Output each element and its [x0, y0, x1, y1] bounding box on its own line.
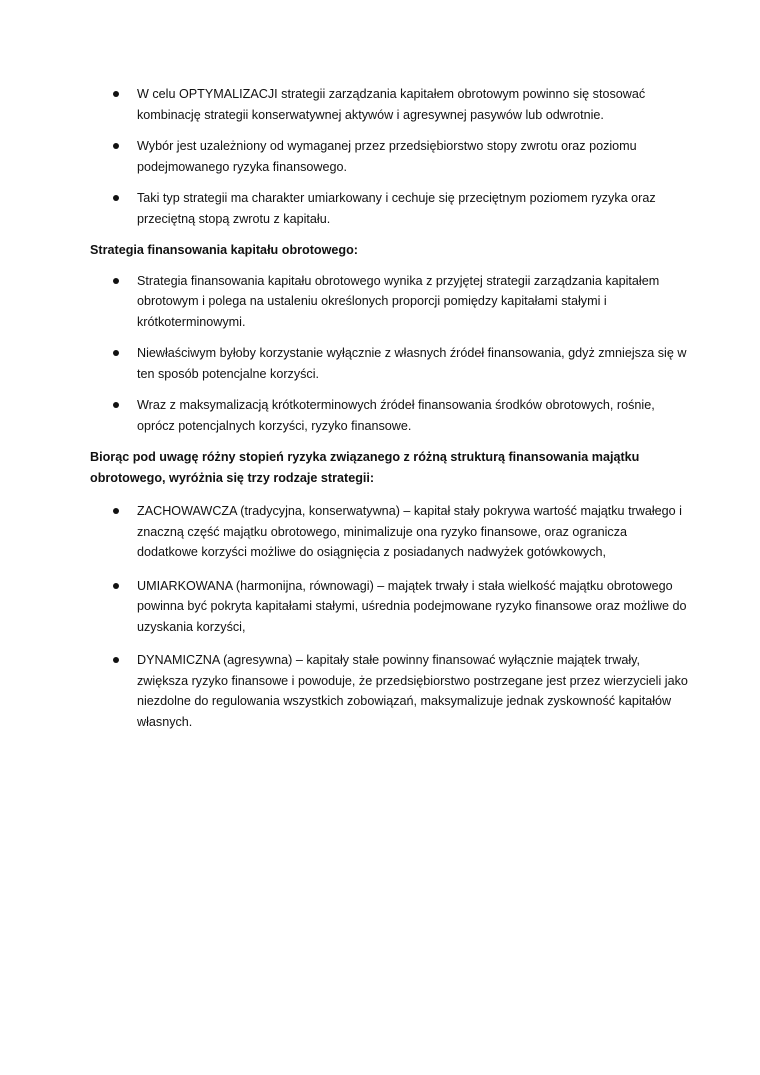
list-item-text: UMIARKOWANA (harmonijna, równowagi) – majątek trwały i stała wielkość majątku obrotowego powinna być pokryta kapitałami stałymi, uśrednia podejmowane ryzyko finansowe oraz możliwe do uzyskania korzyści,: [137, 578, 687, 634]
list-item-text: Taki typ strategii ma charakter umiarkowany i cechuje się przeciętnym poziomem ryzyka oraz przeciętną stopą zwrotu z kapitału.: [137, 191, 656, 226]
list-item: [90, 343, 690, 384]
list-item: [90, 576, 690, 638]
list-item-text: Wraz z maksymalizacją krótkoterminowych źródeł finansowania środków obrotowych, rośnie, oprócz potencjalnych korzyści, ryzyko finansowe.: [137, 398, 655, 433]
section-heading: Strategia finansowania kapitału obrotowego:: [90, 243, 358, 257]
list-item-text: ZACHOWAWCZA (tradycyjna, konserwatywna) – kapitał stały pokrywa wartość majątku trwałego i znaczną część majątku obrotowego, minimalizuje ona ryzyko finansowe, oraz ogranicza dodatkowe korzyści możliwe do osiągnięcia z posiadanych nadwyżek gotówkowych,: [137, 504, 682, 559]
bullet-list-optimization: [90, 84, 690, 229]
section-strategy-types: [90, 447, 690, 732]
bullet-icon: [113, 143, 119, 149]
document-body: [90, 84, 690, 745]
bullet-icon: [113, 508, 119, 514]
bullet-icon: [113, 91, 119, 97]
list-item: [90, 650, 690, 732]
list-item: [90, 395, 690, 436]
bullet-icon: [113, 278, 119, 284]
list-item: [90, 271, 690, 333]
bullet-icon: [113, 583, 119, 589]
list-item-text: DYNAMICZNA (agresywna) – kapitały stałe powinny finansować wyłącznie majątek trwały, zwiększa ryzyko finansowe i powoduje, że przedsiębiorstwo postrzegane jest przez wierzycieli jako niezdolne do regulowania wszystkich zobowiązań, maksymalizuje jednak zyskowność kapitałów własnych.: [137, 653, 688, 729]
bullet-icon: [113, 195, 119, 201]
bullet-icon: [113, 657, 119, 663]
bullet-icon: [113, 350, 119, 356]
list-item: [90, 188, 690, 229]
bullet-list-financing: [90, 271, 690, 437]
section-heading: Biorąc pod uwagę różny stopień ryzyka związanego z różną strukturą finansowania majątku obrotowego, wyróżnia się trzy rodzaje strategii:: [90, 450, 640, 485]
bullet-icon: [113, 402, 119, 408]
list-item: [90, 136, 690, 177]
list-item-text: Strategia finansowania kapitału obrotowego wynika z przyjętej strategii zarządzania kapitałem obrotowym i polega na ustaleniu określonych proporcji pomiędzy kapitałami stałymi i krótkoterminowymi.: [137, 273, 660, 329]
list-item-text: Niewłaściwym byłoby korzystanie wyłącznie z własnych źródeł finansowania, gdyż zmniejsza się w ten sposób potencjalne korzyści.: [137, 346, 687, 381]
section-financing-strategy: [90, 240, 690, 436]
bullet-list-strategy-types: [90, 501, 690, 732]
list-item-text: W celu OPTYMALIZACJI strategii zarządzania kapitałem obrotowym powinno się stosować kombinację strategii konserwatywnej aktywów i agresywnej pasywów lub odwrotnie.: [137, 87, 646, 122]
list-item: [90, 501, 690, 563]
list-item: [90, 84, 690, 125]
list-item-text: Wybór jest uzależniony od wymaganej przez przedsiębiorstwo stopy zwrotu oraz poziomu podejmowanego ryzyka finansowego.: [137, 139, 637, 174]
